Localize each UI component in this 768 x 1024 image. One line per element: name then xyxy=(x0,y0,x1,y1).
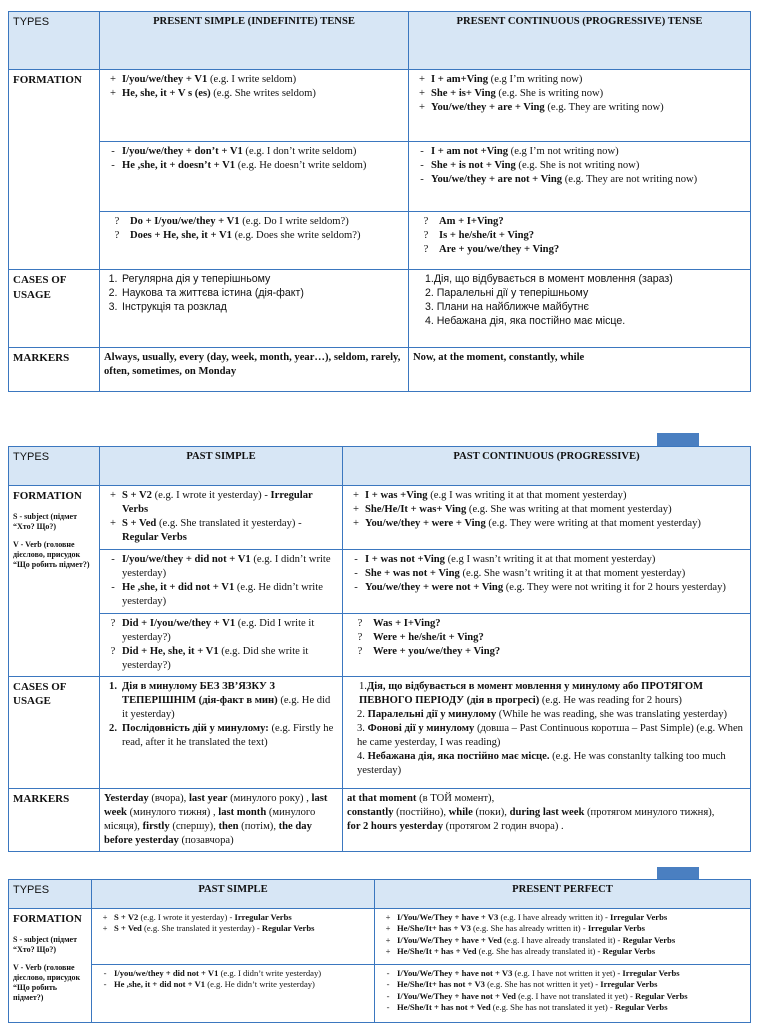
past-continuous-markers-cell: at that moment (в ТОЙ момент), constantly (постійно), while (поки), during last week (протягом минулого тижня), for 2 hours yesterday (протягом 2 годин вчора) . xyxy=(343,788,751,851)
present-simple-header: PRESENT SIMPLE (INDEFINITE) TENSE xyxy=(100,12,409,70)
verb-note: V - Verb (головне дієслово, присудок “Що робить підмет?) xyxy=(13,962,81,1002)
past-continuous-question-cell: ? Was + I+Ving? ? Were + he/she/it + Ving? ? Were + you/we/they + Ving? xyxy=(343,614,751,677)
ps-negative-cell: - I/you/we/they + don’t + V1 (e.g. I don’t write seldom) - He ,she, it + doesn’t + V1 (e.g. He doesn’t write seldom) xyxy=(100,142,409,212)
present-perfect-negative-cell: - I/You/We/They + have not + V3 (e.g. I have not written it yet) - Irregular Verbs - He/She/It+ has not + V3 (e.g. She has not written it yet) - Irregular Verbs - I/You/We/They + have not + Ved (e.g. I have not translated it yet) - Regular Verbs - He/She/It + has not + Ved (e.g. She has not translated it yet) - Regular Verbs xyxy=(375,965,751,1023)
subject-note: S - subject (підмет “Хто? Що?) xyxy=(13,511,78,531)
past-simple-question-cell: ? Did + I/you/we/they + V1 (e.g. Did I write it yesterday?) ? Did + He, she, it + V1 (e.g. Did she write it yesterday?) xyxy=(100,614,343,677)
past-simple-negative-cell: - I/you/we/they + did not + V1 (e.g. I didn’t write yesterday) - He ,she, it + did not + V1 (e.g. He didn’t write yesterday) xyxy=(100,550,343,614)
formation-label-cell xyxy=(9,909,92,1023)
pc-affirmative-cell: + I + am+Ving (e.g I’m writing now) + She + is+ Ving (e.g. She is writing now) + You/we/they + are + Ving (e.g. They are writing now) xyxy=(409,70,751,142)
subject-note: S - subject (підмет “Хто? Що?) xyxy=(13,934,78,954)
past-simple-vs-present-perfect-table xyxy=(8,879,751,1023)
past-tenses-table xyxy=(8,446,751,852)
past-simple-markers-cell: Yesterday (вчора), last year (минулого року) , last week (минулого тижня) , last month (минулого місяця), firstly (спершу), then (потім), the day before yesterday (позавчора) xyxy=(100,788,343,851)
present-continuous-header: PRESENT CONTINUOUS (PROGRESSIVE) TENSE xyxy=(409,12,751,70)
past-simple-affirmative-cell: + S + V2 (e.g. I wrote it yesterday) - Irregular Verbs + S + Ved (e.g. She translated it yesterday) - Regular Verbs xyxy=(92,909,375,965)
pc-negative-cell: - I + am not +Ving (e.g I’m not writing now) - She + is not + Ving (e.g. She is not writing now) - You/we/they + are not + Ving (e.g. They are not writing now) xyxy=(409,142,751,212)
markers-label: MARKERS xyxy=(9,788,100,851)
past-continuous-affirmative-cell: + I + was +Ving (e.g I was writing it at that moment yesterday) + She/He/It + was+ Ving (e.g. She was writing at that moment yesterday) + You/we/they + were + Ving (e.g. They were writing at that moment yesterday) xyxy=(343,486,751,550)
pc-question-cell: ? Am + I+Ving? ? Is + he/she/it + Ving? ? Are + you/we/they + Ving? xyxy=(409,212,751,270)
decorative-tab-1 xyxy=(657,433,699,447)
formation-label: FORMATION xyxy=(13,490,82,502)
past-continuous-cases-cell: 1.Дія, що відбувається в момент мовлення у минулому або ПРОТЯГОМ ПЕВНОГО ПЕРІОДУ (дія в прогресі) (e.g. He was reading for 2 hours) 2. Паралельні дії у минулому (While he was reading, she was translating yesterday) 3. Фонові дії у минулому (довша – Past Continuous коротша – Past Simple) (e.g. When he came yesterday, I was reading) 4. Небажана дія, яка постійно має місце. (e.g. He was constanlty talking too much yesterday) xyxy=(343,676,751,788)
cases-label: CASES OF USAGE xyxy=(9,270,100,348)
formation-label-cell xyxy=(9,486,100,677)
past-simple-cases-cell: 1. Дія в минулому БЕЗ ЗВ’ЯЗКУ З ТЕПЕРІШНІМ (дія-факт в мин) (e.g. He did it yesterday) 2. Послідовність дій у минулому: (e.g. Firstly he read, after it he translated the text) xyxy=(100,676,343,788)
ps-cases-cell: 1. Регулярна дія у теперішньому 2. Наукова та життєва істина (дія-факт) 3. Інструкція та розклад xyxy=(100,270,409,348)
past-simple-affirmative-cell: + S + V2 (e.g. I wrote it yesterday) - Irregular Verbs + S + Ved (e.g. She translated it yesterday) - Regular Verbs xyxy=(100,486,343,550)
past-simple-header: PAST SIMPLE xyxy=(92,880,375,909)
past-continuous-header: PAST CONTINUOUS (PROGRESSIVE) xyxy=(343,447,751,486)
present-tenses-table xyxy=(8,11,751,392)
ps-question-cell: ? Do + I/you/we/they + V1 (e.g. Do I write seldom?) ? Does + He, she, it + V1 (e.g. Does she write seldom?) xyxy=(100,212,409,270)
past-simple-header: PAST SIMPLE xyxy=(100,447,343,486)
formation-label: FORMATION xyxy=(13,913,82,925)
types-header: TYPES xyxy=(9,447,100,486)
present-perfect-affirmative-cell: + I/You/We/They + have + V3 (e.g. I have already written it) - Irregular Verbs + He/She/It+ has + V3 (e.g. She has already written it) - Irregular Verbs + I/You/We/They + have + Ved (e.g. I have already translated it) - Regular Verbs + He/She/It + has + Ved (e.g. She has already translated it) - Regular Verbs xyxy=(375,909,751,965)
markers-label: MARKERS xyxy=(9,348,100,392)
present-perfect-header: PRESENT PERFECT xyxy=(375,880,751,909)
past-simple-negative-cell: - I/you/we/they + did not + V1 (e.g. I didn’t write yesterday) - He ,she, it + did not + V1 (e.g. He didn’t write yesterday) xyxy=(92,965,375,1023)
pc-cases-cell: 1.Дія, що відбувається в момент мовлення (зараз) 2. Паралельні дії у теперішньому 3. Плани на найближче майбутнє 4. Небажана дія, яка постійно має місце. xyxy=(409,270,751,348)
types-header: TYPES xyxy=(9,12,100,70)
cases-label: CASES OF USAGE xyxy=(9,676,100,788)
ps-markers-cell: Always, usually, every (day, week, month, year…), seldom, rarely, often, sometimes, on Monday xyxy=(100,348,409,392)
past-continuous-negative-cell: - I + was not +Ving (e.g I wasn’t writing it at that moment yesterday) - She + was not + Ving (e.g. She wasn’t writing it at that moment yesterday) - You/we/they + were not + Ving (e.g. They were not writing it for 2 hours yesterday) xyxy=(343,550,751,614)
verb-note: V - Verb (головне дієслово, присудок “Що робить підмет?) xyxy=(13,539,90,569)
types-header: TYPES xyxy=(9,880,92,909)
pc-markers-cell: Now, at the moment, constantly, while xyxy=(409,348,751,392)
ps-affirmative-cell: + I/you/we/they + V1 (e.g. I write seldom) + He, she, it + V s (es) (e.g. She writes seldom) xyxy=(100,70,409,142)
formation-label: FORMATION xyxy=(9,70,100,270)
